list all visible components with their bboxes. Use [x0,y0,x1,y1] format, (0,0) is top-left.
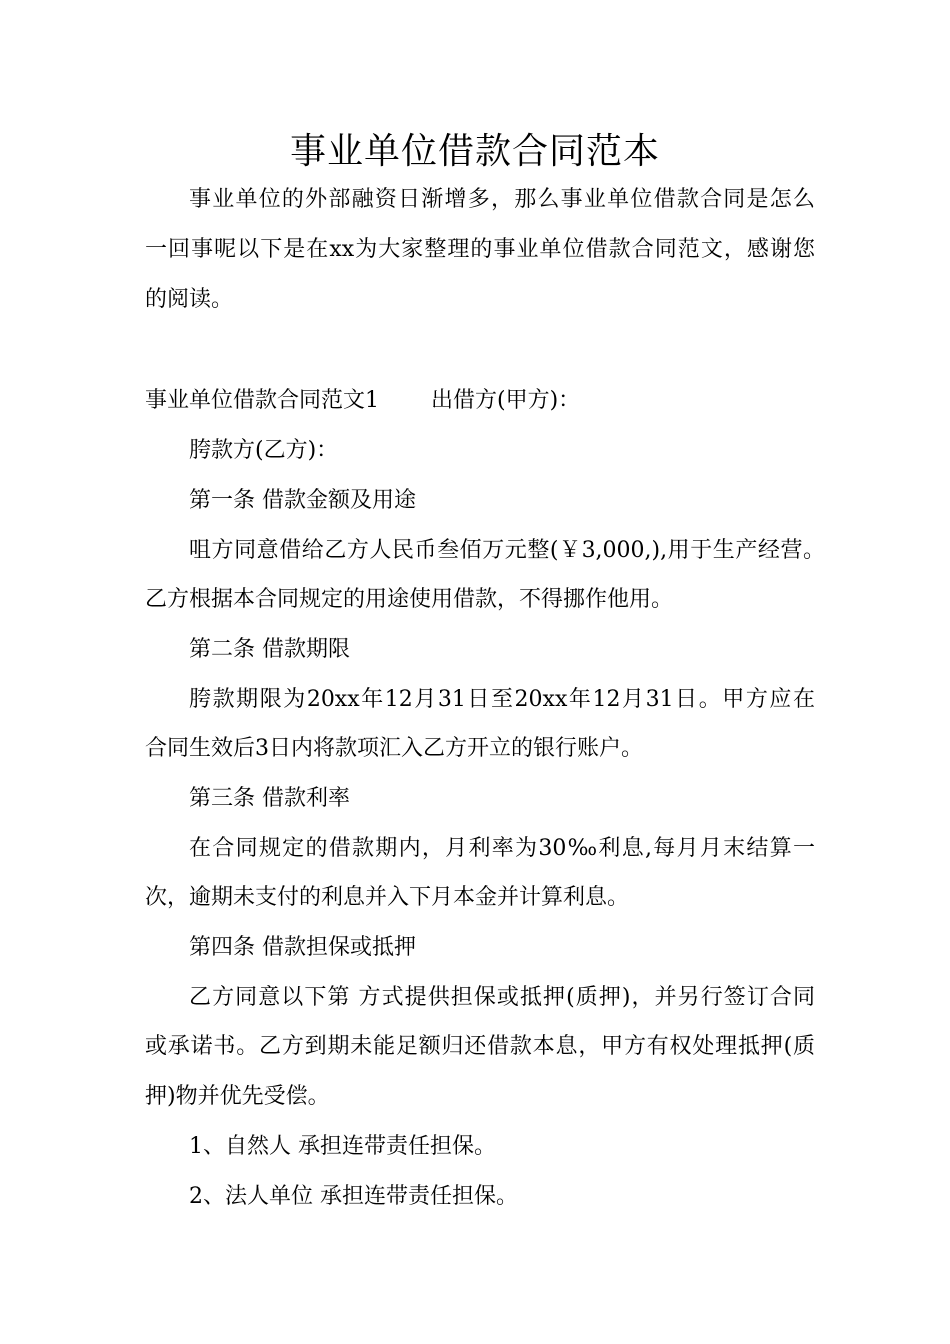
article-1-line-1: 咀方同意借给乙方人民币叁佰万元整(￥3,000,),用于生产经营。 [189,538,825,563]
article-1-line-2: 乙方根据本合同规定的用途使用借款，不得挪作他用。 [145,587,674,612]
article-2-line-1: 胯款期限为20xx年12月31日至20xx年12月31日。甲方应在 [189,687,815,712]
article-4-line-1: 乙方同意以下第 方式提供担保或抵押(质押)，并另行签订合同 [189,985,815,1010]
article-3-line-2: 次，逾期未支付的利息并入下月本金并计算利息。 [145,885,630,910]
article-4-line-3: 押)物并优先受偿。 [145,1084,330,1109]
borrower-label: 胯款方(乙方)： [189,438,339,463]
sample-heading-line [145,386,815,416]
document-title: 事业单位借款合同范本 [289,131,660,172]
intro-line-1: 事业单位的外部融资日渐增多，那么事业单位借款合同是怎么 [189,187,815,212]
intro-line-3: 的阅读。 [145,287,234,312]
article-4-heading: 第四条 借款担保或抵押 [189,935,416,960]
article-2-line-2: 合同生效后3日内将款项汇入乙方开立的银行账户。 [145,736,643,761]
lender-label: 出借方(甲方)： [431,388,581,413]
article-3-heading: 第三条 借款利率 [189,786,350,811]
article-3-line-1: 在合同规定的借款期内，月利率为30‰利息,每月月末结算一 [189,836,815,861]
article-2-heading: 第二条 借款期限 [189,637,350,662]
intro-line-2: 一回事呢以下是在xx为大家整理的事业单位借款合同范文，感谢您 [145,237,815,262]
article-4-line-2: 或承诺书。乙方到期未能足额归还借款本息，甲方有权处理抵押(质 [145,1034,815,1059]
guarantee-item-2: 2、法人单位 承担连带责任担保。 [189,1184,518,1209]
sample-label: 事业单位借款合同范文1 [145,388,379,413]
guarantee-item-1: 1、自然人 承担连带责任担保。 [189,1134,496,1159]
article-1-heading: 第一条 借款金额及用途 [189,488,416,513]
